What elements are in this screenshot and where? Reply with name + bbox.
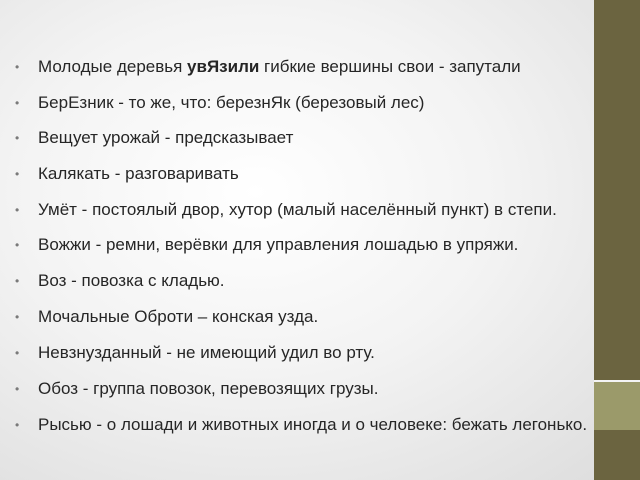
item-text: Калякать - разговаривать (38, 164, 239, 183)
list-item (15, 234, 588, 256)
bullet-icon: • (15, 238, 20, 252)
bullet-icon: • (15, 310, 20, 324)
bullet-icon: • (15, 418, 20, 432)
item-text: Мочальные Оброти – конская узда. (38, 307, 319, 326)
item-text: Умёт - постоялый двор, хутор (малый населённый пункт) в степи. (38, 200, 557, 219)
list-item (15, 56, 588, 78)
bullet-icon: • (15, 96, 20, 110)
item-text: БерЕзник - то же, что: березнЯк (березовый лес) (38, 93, 425, 112)
list-item (15, 306, 588, 328)
item-text: Рысью - о лошади и животных иногда и о человеке: бежать легонько. (38, 415, 588, 434)
bullet-icon: • (15, 131, 20, 145)
list-item (15, 199, 588, 221)
bullet-icon: • (15, 382, 20, 396)
list-item (15, 92, 588, 114)
item-text: Вожжи - ремни, верёвки для управления лошадью в упряжи. (38, 235, 519, 254)
item-text: гибкие вершины свои - запутали (259, 57, 521, 76)
bullet-icon: • (15, 203, 20, 217)
list-item (15, 342, 588, 364)
item-text: Вещует урожай - предсказывает (38, 128, 294, 147)
decorative-side-block-bottom (594, 430, 640, 480)
item-text: Невзнузданный - не имеющий удил во рту. (38, 343, 375, 362)
list-item (15, 270, 588, 292)
item-text: Молодые деревья (38, 57, 188, 76)
item-text: Обоз - группа повозок, перевозящих грузы. (38, 379, 379, 398)
bullet-icon: • (15, 274, 20, 288)
item-text: Воз - повозка с кладью. (38, 271, 225, 290)
list-item (15, 127, 588, 149)
list-item (15, 378, 588, 400)
bullet-icon: • (15, 167, 20, 181)
list-item (15, 414, 588, 436)
bullet-icon: • (15, 346, 20, 360)
list-item (15, 163, 588, 185)
decorative-side-block (594, 382, 640, 430)
bullet-icon: • (15, 60, 20, 74)
item-bold-word: увЯзили (187, 57, 260, 76)
